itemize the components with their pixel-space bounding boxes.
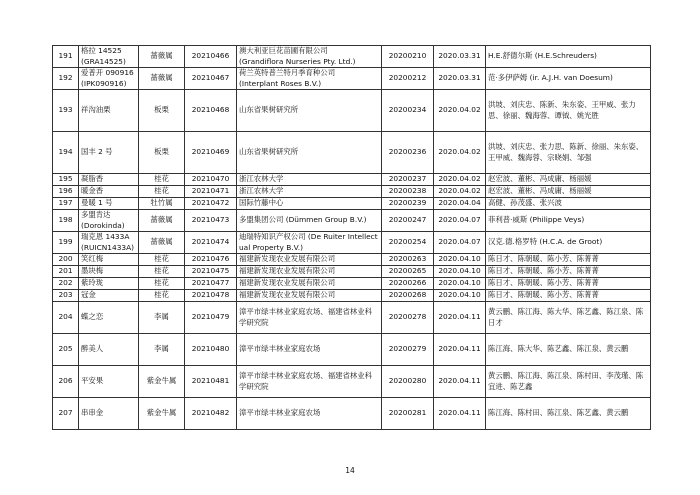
certificate-number-cell: 20200238	[382, 186, 434, 198]
grant-date-cell: 2020.04.10	[434, 278, 486, 290]
applicant-cell: 山东省果树研究所	[237, 90, 382, 132]
variety-name-cell: 串串金	[79, 398, 139, 430]
certificate-number-cell: 20200263	[382, 254, 434, 266]
row-number-cell: 201	[53, 266, 79, 278]
table-row	[53, 334, 651, 366]
row-number-cell: 199	[53, 232, 79, 254]
breeders-cell: 陈日才、陈朝暖、陈小芳、陈菁菁	[486, 278, 651, 290]
table-row	[53, 90, 651, 132]
grant-date-cell: 2020.04.11	[434, 334, 486, 366]
application-number-cell: 20210466	[185, 46, 237, 68]
certificate-number-cell: 20200210	[382, 46, 434, 68]
genus-cell: 紫金牛属	[139, 398, 185, 430]
table-row	[53, 278, 651, 290]
application-number-cell: 20210473	[185, 210, 237, 232]
breeders-cell: 赵宏波、董彬、冯成庸、杨丽媛	[486, 174, 651, 186]
grant-date-cell: 2020.04.02	[434, 132, 486, 174]
variety-name-cell: 曼暖 1 号	[79, 198, 139, 210]
grant-date-cell: 2020.04.10	[434, 254, 486, 266]
grant-date-cell: 2020.04.07	[434, 232, 486, 254]
application-number-cell: 20210472	[185, 198, 237, 210]
breeders-cell: 黄云鹏、陈江海、陈大华、陈艺鑫、陈江泉、陈日才	[486, 302, 651, 334]
table-row	[53, 266, 651, 278]
row-number-cell: 205	[53, 334, 79, 366]
application-number-cell: 20210476	[185, 254, 237, 266]
applicant-cell: 山东省果树研究所	[237, 132, 382, 174]
table-row	[53, 132, 651, 174]
row-number-cell: 196	[53, 186, 79, 198]
breeders-cell: 高健、孙茂盛、张兴波	[486, 198, 651, 210]
row-number-cell: 202	[53, 278, 79, 290]
applicant-cell: 福建新发现农业发展有限公司	[237, 266, 382, 278]
grant-date-cell: 2020.04.02	[434, 174, 486, 186]
applicant-cell: 多盟集团公司 (Dümmen Group B.V.)	[237, 210, 382, 232]
application-number-cell: 20210470	[185, 174, 237, 186]
variety-name-cell: 瑞克恩 1433A (RUICN1433A)	[79, 232, 139, 254]
grant-date-cell: 2020.04.11	[434, 398, 486, 430]
genus-cell: 蔷薇属	[139, 210, 185, 232]
grant-date-cell: 2020.04.02	[434, 186, 486, 198]
grant-date-cell: 2020.04.11	[434, 366, 486, 398]
certificate-number-cell: 20200266	[382, 278, 434, 290]
variety-name-cell: 紫玲珑	[79, 278, 139, 290]
row-number-cell: 204	[53, 302, 79, 334]
application-number-cell: 20210475	[185, 266, 237, 278]
variety-name-cell: 凝脂香	[79, 174, 139, 186]
grant-date-cell: 2020.04.02	[434, 90, 486, 132]
row-number-cell: 200	[53, 254, 79, 266]
certificate-number-cell: 20200265	[382, 266, 434, 278]
certificate-number-cell: 20200281	[382, 398, 434, 430]
variety-name-cell: 国丰 2 号	[79, 132, 139, 174]
row-number-cell: 198	[53, 210, 79, 232]
variety-name-cell: 格拉 14525 (GRA14525)	[79, 46, 139, 68]
breeders-cell: H.E.舒德尔斯 (H.E.Schreuders)	[486, 46, 651, 68]
genus-cell: 牡竹属	[139, 198, 185, 210]
table-row	[53, 210, 651, 232]
application-number-cell: 20210480	[185, 334, 237, 366]
breeders-cell: 陈江海、陈村田、陈江泉、陈艺鑫、黄云鹏	[486, 398, 651, 430]
table-body	[53, 46, 651, 430]
row-number-cell: 203	[53, 290, 79, 302]
certificate-number-cell: 20200278	[382, 302, 434, 334]
variety-name-cell: 冠金	[79, 290, 139, 302]
grant-date-cell: 2020.04.11	[434, 302, 486, 334]
variety-name-cell: 平安果	[79, 366, 139, 398]
certificate-number-cell: 20200239	[382, 198, 434, 210]
table-row	[53, 68, 651, 90]
variety-name-cell: 多盟肯达 (Dorokinda)	[79, 210, 139, 232]
breeders-cell: 陈日才、陈朝暖、陈小芳、陈菁菁	[486, 266, 651, 278]
genus-cell: 蔷薇属	[139, 68, 185, 90]
genus-cell: 蔷薇属	[139, 232, 185, 254]
certificate-number-cell: 20200247	[382, 210, 434, 232]
application-number-cell: 20210482	[185, 398, 237, 430]
row-number-cell: 207	[53, 398, 79, 430]
application-number-cell: 20210467	[185, 68, 237, 90]
applicant-cell: 福建新发现农业发展有限公司	[237, 290, 382, 302]
table-row	[53, 186, 651, 198]
applicant-cell: 福建新发现农业发展有限公司	[237, 278, 382, 290]
applicant-cell: 迪瑞特知识产权公司 (De Ruiter Intellectual Property B.V.)	[237, 232, 382, 254]
application-number-cell: 20210474	[185, 232, 237, 254]
application-number-cell: 20210469	[185, 132, 237, 174]
row-number-cell: 191	[53, 46, 79, 68]
variety-name-cell: 墨块梅	[79, 266, 139, 278]
breeders-cell: 陈日才、陈朝暖、陈小芳、陈菁菁	[486, 254, 651, 266]
genus-cell: 桂花	[139, 278, 185, 290]
genus-cell: 李属	[139, 302, 185, 334]
grant-date-cell: 2020.03.31	[434, 68, 486, 90]
application-number-cell: 20210478	[185, 290, 237, 302]
variety-name-cell: 暖金香	[79, 186, 139, 198]
applicant-cell: 漳平市绿丰林业家庭农场、福建省林业科学研究院	[237, 302, 382, 334]
applicant-cell: 国际竹藤中心	[237, 198, 382, 210]
breeders-cell: 洪坡、刘庆忠、陈新、朱东姿、王甲威、张力思、徐丽、魏海蓉、谭钺、姚光胜	[486, 90, 651, 132]
row-number-cell: 197	[53, 198, 79, 210]
applicant-cell: 漳平市绿丰林业家庭农场、福建省林业科学研究院	[237, 366, 382, 398]
genus-cell: 板栗	[139, 90, 185, 132]
applicant-cell: 浙江农林大学	[237, 174, 382, 186]
certificate-number-cell: 20200237	[382, 174, 434, 186]
genus-cell: 紫金牛属	[139, 366, 185, 398]
registration-table	[52, 45, 651, 430]
applicant-cell: 漳平市绿丰林业家庭农场	[237, 334, 382, 366]
table-row	[53, 302, 651, 334]
application-number-cell: 20210468	[185, 90, 237, 132]
table-row	[53, 198, 651, 210]
row-number-cell: 192	[53, 68, 79, 90]
breeders-cell: 汉克.德.格罗特 (H.C.A. de Groot)	[486, 232, 651, 254]
certificate-number-cell: 20200234	[382, 90, 434, 132]
application-number-cell: 20210481	[185, 366, 237, 398]
genus-cell: 蔷薇属	[139, 46, 185, 68]
variety-name-cell: 祥沟油栗	[79, 90, 139, 132]
applicant-cell: 漳平市绿丰林业家庭农场	[237, 398, 382, 430]
table-row	[53, 232, 651, 254]
grant-date-cell: 2020.03.31	[434, 46, 486, 68]
application-number-cell: 20210471	[185, 186, 237, 198]
table-row	[53, 366, 651, 398]
row-number-cell: 195	[53, 174, 79, 186]
breeders-cell: 赵宏波、董彬、冯成庸、杨丽媛	[486, 186, 651, 198]
genus-cell: 桂花	[139, 290, 185, 302]
grant-date-cell: 2020.04.04	[434, 198, 486, 210]
variety-name-cell: 醉美人	[79, 334, 139, 366]
variety-name-cell: 蝶之恋	[79, 302, 139, 334]
table-row	[53, 46, 651, 68]
applicant-cell: 澳大利亚巨花苗圃有限公司 (Grandiflora Nurseries Pty. Ltd.)	[237, 46, 382, 68]
applicant-cell: 荷兰英特普兰特月季育种公司 (Interplant Roses B.V.)	[237, 68, 382, 90]
breeders-cell: 陈江海、陈大华、陈艺鑫、陈江泉、黄云鹏	[486, 334, 651, 366]
variety-name-cell: 爱普开 090916 (IPK090916)	[79, 68, 139, 90]
certificate-number-cell: 20200212	[382, 68, 434, 90]
genus-cell: 桂花	[139, 174, 185, 186]
genus-cell: 桂花	[139, 266, 185, 278]
certificate-number-cell: 20200280	[382, 366, 434, 398]
applicant-cell: 福建新发现农业发展有限公司	[237, 254, 382, 266]
variety-name-cell: 笑红梅	[79, 254, 139, 266]
table-row	[53, 254, 651, 266]
genus-cell: 桂花	[139, 254, 185, 266]
breeders-cell: 陈日才、陈朝暖、陈小芳、陈菁菁	[486, 290, 651, 302]
breeders-cell: 黄云鹏、陈江海、陈江泉、陈村田、李茂瑾、陈宜进、陈艺鑫	[486, 366, 651, 398]
row-number-cell: 206	[53, 366, 79, 398]
certificate-number-cell: 20200254	[382, 232, 434, 254]
table-row	[53, 174, 651, 186]
certificate-number-cell: 20200268	[382, 290, 434, 302]
row-number-cell: 193	[53, 90, 79, 132]
breeders-cell: 菲利普·威斯 (Philippe Veys)	[486, 210, 651, 232]
breeders-cell: 范·多伊萨姆 (ir. A.J.H. van Doesum)	[486, 68, 651, 90]
certificate-number-cell: 20200236	[382, 132, 434, 174]
certificate-number-cell: 20200279	[382, 334, 434, 366]
table-row	[53, 398, 651, 430]
genus-cell: 板栗	[139, 132, 185, 174]
application-number-cell: 20210479	[185, 302, 237, 334]
breeders-cell: 洪坡、刘庆忠、张力思、陈新、徐丽、朱东姿、王甲威、魏海蓉、宗晓娟、邹强	[486, 132, 651, 174]
page-number: 14	[345, 466, 355, 475]
grant-date-cell: 2020.04.07	[434, 210, 486, 232]
applicant-cell: 浙江农林大学	[237, 186, 382, 198]
genus-cell: 桂花	[139, 186, 185, 198]
genus-cell: 李属	[139, 334, 185, 366]
grant-date-cell: 2020.04.10	[434, 290, 486, 302]
grant-date-cell: 2020.04.10	[434, 266, 486, 278]
application-number-cell: 20210477	[185, 278, 237, 290]
row-number-cell: 194	[53, 132, 79, 174]
table-row	[53, 290, 651, 302]
